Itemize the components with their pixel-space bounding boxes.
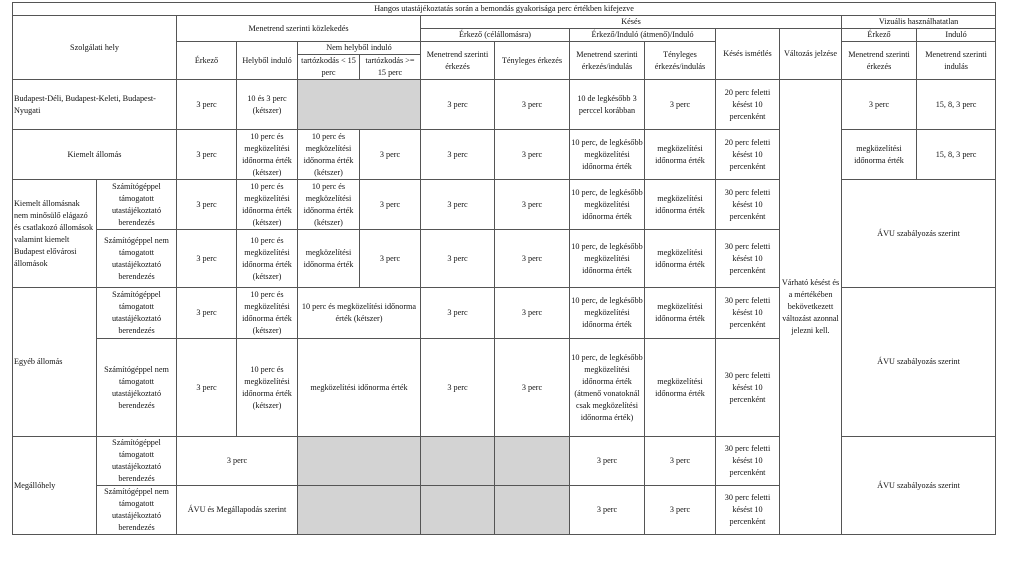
table-cell: 10 perc és megközelítési időnorma érték (kétszer) <box>237 230 298 288</box>
table-cell: 3 perc <box>421 180 495 230</box>
equipment-label: Számítógéppel támogatott utastájékoztató berendezés <box>97 288 177 339</box>
empty-shaded-cell <box>298 486 421 535</box>
table-cell: 10 perc és megközelítési időnorma érték (kétszer) <box>298 288 421 339</box>
table-cell: 3 perc <box>177 288 237 339</box>
table-cell: 3 perc <box>495 288 570 339</box>
header-vis-sched-departure: Menetrend szerinti indulás <box>917 42 996 80</box>
row-label-budapest: Budapest-Déli, Budapest-Keleti, Budapest-Nyugati <box>13 80 177 130</box>
header-dwell-ge15: tartózkodás >= 15 perc <box>360 55 421 80</box>
empty-shaded-cell <box>298 437 421 486</box>
equipment-label: Számítógéppel támogatott utastájékoztató berendezés <box>97 180 177 230</box>
table-cell: 3 perc <box>495 230 570 288</box>
table-cell: 3 perc <box>421 80 495 130</box>
table-cell: 3 perc <box>360 130 421 180</box>
row-label-megallo: Megállóhely <box>13 437 97 535</box>
header-vis-sched-arrival: Menetrend szerinti érkezés <box>842 42 917 80</box>
table-cell: 3 perc <box>495 80 570 130</box>
table-cell: 3 perc <box>570 486 645 535</box>
table-cell: 3 perc <box>495 130 570 180</box>
table-cell: megközelítési időnorma érték <box>298 230 360 288</box>
header-vis-arrival: Érkező <box>842 29 917 42</box>
table-cell: megközelítési időnorma érték <box>645 288 716 339</box>
table-cell: 30 perc feletti késést 10 percenként <box>716 339 780 437</box>
table-cell: 30 perc feletti késést 10 percenként <box>716 486 780 535</box>
table-cell: 30 perc feletti késést 10 percenként <box>716 230 780 288</box>
table-cell: ÁVU szabályozás szerint <box>842 437 996 535</box>
table-cell: 30 perc feletti késést 10 percenként <box>716 288 780 339</box>
announcement-frequency-table <box>12 2 996 535</box>
header-station: Szolgálati hely <box>13 16 177 80</box>
table-cell: megközelítési időnorma érték <box>645 339 716 437</box>
table-cell: 3 perc <box>645 486 716 535</box>
table-cell: 10 perc, de legkésőbb megközelítési időnorma érték <box>570 288 645 339</box>
table-title: Hangos utastájékoztatás során a bemondás gyakorisága perc értékben kifejezve <box>13 3 996 16</box>
table-cell: 3 perc <box>495 180 570 230</box>
table-cell: 30 perc feletti késést 10 percenként <box>716 437 780 486</box>
table-cell: 20 perc feletti késést 10 percenként <box>716 80 780 130</box>
header-delay-repeat: Késés ismétlés <box>716 29 780 80</box>
table-cell: 3 perc <box>421 288 495 339</box>
table-cell: 10 perc és megközelítési időnorma érték (kétszer) <box>237 180 298 230</box>
table-cell: 3 perc <box>645 80 716 130</box>
table-cell: ÁVU szabályozás szerint <box>842 180 996 288</box>
table-cell: 10 perc és megközelítési időnorma érték (kétszer) <box>237 130 298 180</box>
header-origin-departure: Helyből induló <box>237 42 298 80</box>
table-cell: megközelítési időnorma érték <box>842 130 917 180</box>
table-cell: 3 perc <box>360 230 421 288</box>
table-cell: 3 perc <box>495 339 570 437</box>
header-delay-arrival-terminal: Érkező (célállomásra) <box>421 29 570 42</box>
table-cell: 30 perc feletti késést 10 percenként <box>716 180 780 230</box>
table-cell: megközelítési időnorma érték <box>645 180 716 230</box>
table-cell: 10 perc, de legkésőbb megközelítési időnorma érték <box>570 230 645 288</box>
empty-shaded-cell <box>298 80 421 130</box>
table-cell: megközelítési időnorma érték <box>298 339 421 437</box>
header-arrival: Érkező <box>177 42 237 80</box>
header-delay-arr-dep-through: Érkező/Induló (átmenő)/Induló <box>570 29 716 42</box>
header-not-origin: Nem helyből induló <box>298 42 421 55</box>
table-cell: 10 és 3 perc (kétszer) <box>237 80 298 130</box>
table-cell: 10 perc, de legkésőbb megközelítési időnorma érték <box>570 180 645 230</box>
header-actual-arrival: Tényleges érkezés <box>495 42 570 80</box>
header-sched-arrival: Menetrend szerinti érkezés <box>421 42 495 80</box>
table-cell: 3 perc <box>177 130 237 180</box>
empty-shaded-cell <box>495 437 570 486</box>
header-visual-unusable: Vizuális használhatatlan <box>842 16 996 29</box>
table-cell: 10 perc és megközelítési időnorma érték (kétszer) <box>237 288 298 339</box>
row-label-kiemelt: Kiemelt állomás <box>13 130 177 180</box>
table-cell: 3 perc <box>177 80 237 130</box>
table-cell: 3 perc <box>177 180 237 230</box>
table-cell: 3 perc <box>360 180 421 230</box>
empty-shaded-cell <box>421 437 495 486</box>
row-label-egyeb: Egyéb állomás <box>13 288 97 437</box>
table-cell: 3 perc <box>570 437 645 486</box>
equipment-label: Számítógéppel támogatott utastájékoztató berendezés <box>97 437 177 486</box>
header-dwell-lt15: tartózkodás < 15 perc <box>298 55 360 80</box>
table-cell: 10 perc, de legkésőbb megközelítési időnorma érték (átmenő vonatoknál csak megközelítési időnorma érték) <box>570 339 645 437</box>
equipment-label: Számítógéppel nem támogatott utastájékoztató berendezés <box>97 230 177 288</box>
table-cell: ÁVU és Megállapodás szerint <box>177 486 298 535</box>
table-cell: 10 de legkésőbb 3 perccel korábban <box>570 80 645 130</box>
header-vis-departure: Induló <box>917 29 996 42</box>
empty-shaded-cell <box>421 486 495 535</box>
equipment-label: Számítógéppel nem támogatott utastájékoztató berendezés <box>97 339 177 437</box>
table-cell: 3 perc <box>421 230 495 288</box>
table-cell: ÁVU szabályozás szerint <box>842 288 996 437</box>
table-cell: 3 perc <box>421 130 495 180</box>
table-cell: megközelítési időnorma érték <box>645 130 716 180</box>
table-cell: 10 perc és megközelítési időnorma érték (kétszer) <box>237 339 298 437</box>
header-sched-arr-dep: Menetrend szerinti érkezés/indulás <box>570 42 645 80</box>
table-cell: 15, 8, 3 perc <box>917 130 996 180</box>
row-label-kiemelt-branch: Kiemelt állomásnak nem minősülő elágazó és csatlakozó állomások valamint kiemelt Budapest elővárosi állomások <box>13 180 97 288</box>
table-cell: megközelítési időnorma érték <box>645 230 716 288</box>
table-cell: 10 perc, de legkésőbb megközelítési időnorma érték <box>570 130 645 180</box>
table-cell: 3 perc <box>177 437 298 486</box>
header-change-notice: Változás jelzése <box>780 29 842 80</box>
header-actual-arr-dep: Tényleges érkezés/indulás <box>645 42 716 80</box>
table-cell: 10 perc és megközelítési időnorma érték (kétszer) <box>298 130 360 180</box>
empty-shaded-cell <box>495 486 570 535</box>
table-cell: 20 perc feletti késést 10 percenként <box>716 130 780 180</box>
header-schedule-group: Menetrend szerinti közlekedés <box>177 16 421 42</box>
table-cell: 10 perc és megközelítési időnorma érték (kétszer) <box>298 180 360 230</box>
equipment-label: Számítógéppel nem támogatott utastájékoztató berendezés <box>97 486 177 535</box>
table-cell: 3 perc <box>421 339 495 437</box>
table-cell: 15, 8, 3 perc <box>917 80 996 130</box>
header-delay: Késés <box>421 16 842 29</box>
table-cell: 3 perc <box>177 339 237 437</box>
change-notice-cell: Várható késést és a mértékében bekövetkezett változást azonnal jelezni kell. <box>780 80 842 535</box>
table-cell: 3 perc <box>645 437 716 486</box>
table-cell: 3 perc <box>177 230 237 288</box>
table-cell: 3 perc <box>842 80 917 130</box>
